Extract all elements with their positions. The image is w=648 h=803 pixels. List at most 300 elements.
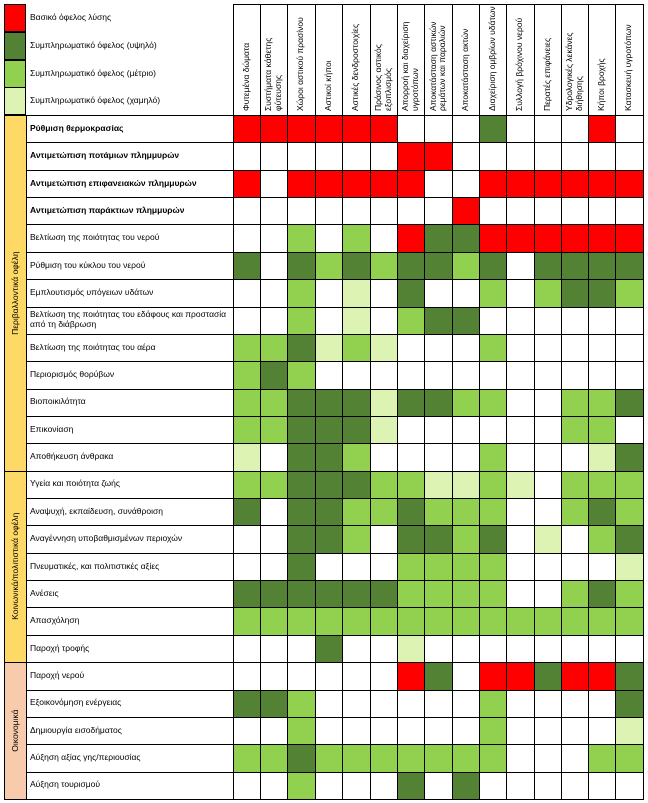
- benefit-cell: [452, 252, 479, 279]
- grid-hline: [26, 772, 644, 773]
- benefit-cell: [370, 580, 397, 607]
- benefit-cell: [615, 252, 643, 279]
- benefit-cell: [561, 580, 588, 607]
- grid-hline: [26, 307, 644, 308]
- benefit-cell: [588, 389, 615, 416]
- benefit-cell: [506, 662, 534, 689]
- row-label: [30, 525, 229, 552]
- grid-vline: [260, 4, 261, 799]
- benefit-cell: [479, 662, 506, 689]
- benefit-cell: [397, 772, 424, 799]
- row-label-text: Εξοικονόμηση ενέργειας: [30, 697, 122, 708]
- column-header-label: Αποκατάσταση ακτών: [459, 28, 470, 111]
- column-header-label: Αστικές δενδροστοιχίες: [350, 23, 361, 111]
- benefit-cell: [561, 252, 588, 279]
- benefit-cell: [370, 334, 397, 361]
- row-label: [30, 361, 229, 388]
- column-header: [260, 4, 287, 111]
- benefit-cell: [397, 471, 424, 498]
- benefit-cell: [452, 772, 479, 799]
- benefit-cell: [561, 416, 588, 443]
- grid-vline: [287, 4, 288, 799]
- benefit-cell: [287, 471, 315, 498]
- row-label-text: Παροχή τροφής: [30, 642, 90, 653]
- grid-hline: [4, 662, 26, 663]
- column-header: [615, 4, 643, 111]
- benefit-cell: [397, 635, 424, 662]
- grid-hline: [26, 279, 644, 280]
- benefit-cell: [424, 307, 452, 334]
- benefit-cell: [397, 744, 424, 771]
- benefit-cell: [452, 307, 479, 334]
- row-label-text: Δημιουργία εισοδήματος: [30, 724, 122, 735]
- benefit-cell: [615, 607, 643, 634]
- column-header-label: Περατές επιφάνειες: [541, 37, 552, 111]
- benefit-cell: [342, 170, 370, 197]
- benefit-cell: [479, 525, 506, 552]
- benefit-cell: [397, 170, 424, 197]
- benefit-cell: [342, 334, 370, 361]
- benefit-cell: [315, 580, 342, 607]
- benefit-cell: [452, 525, 479, 552]
- row-label: [30, 170, 229, 197]
- grid-vline: [342, 4, 343, 799]
- benefit-cell: [615, 553, 643, 580]
- grid-vline: [506, 4, 507, 799]
- column-header-label: Αστικοί κήποι: [322, 60, 333, 111]
- benefit-cell: [534, 170, 561, 197]
- benefit-cell: [315, 471, 342, 498]
- row-label-text: Βελτίωση της ποιότητας του νερού: [30, 232, 160, 243]
- benefit-cell: [588, 170, 615, 197]
- benefit-cell: [479, 471, 506, 498]
- row-label-text: Ρύθμιση θερμοκρασίας: [30, 122, 124, 133]
- grid-hline: [26, 142, 644, 143]
- benefit-cell: [287, 443, 315, 470]
- benefit-cell: [287, 389, 315, 416]
- benefit-cell: [588, 115, 615, 142]
- grid-hline: [26, 252, 644, 253]
- benefit-cell: [233, 389, 260, 416]
- grid-hline: [26, 471, 644, 472]
- benefit-cell: [588, 279, 615, 306]
- row-label-text: Επικονίαση: [30, 423, 74, 434]
- benefit-cell: [287, 307, 315, 334]
- benefit-cell: [452, 471, 479, 498]
- category-label: [4, 471, 26, 663]
- row-label: [30, 389, 229, 416]
- benefit-cell: [424, 525, 452, 552]
- benefit-cell: [397, 307, 424, 334]
- benefit-cell: [287, 607, 315, 634]
- benefit-cell: [424, 553, 452, 580]
- benefit-cell: [588, 580, 615, 607]
- benefit-cell: [260, 471, 287, 498]
- benefit-cell: [287, 361, 315, 388]
- row-label: [30, 197, 229, 224]
- benefit-cell: [534, 224, 561, 251]
- benefit-cell: [315, 334, 342, 361]
- benefit-cell: [534, 252, 561, 279]
- grid-hline: [4, 799, 26, 800]
- benefit-cell: [561, 662, 588, 689]
- grid-hline: [26, 525, 644, 526]
- benefit-cell: [561, 170, 588, 197]
- benefit-cell: [424, 498, 452, 525]
- row-label: [30, 635, 229, 662]
- benefit-cell: [342, 115, 370, 142]
- benefit-cell: [370, 744, 397, 771]
- legend-swatch: [4, 4, 26, 32]
- column-header-label: Κατασκευή υγροτόπων: [623, 24, 634, 111]
- benefit-cell: [615, 224, 643, 251]
- row-label-text: Εμπλουτισμός υπόγειων υδάτων: [30, 286, 154, 297]
- benefit-cell: [588, 662, 615, 689]
- benefit-cell: [479, 252, 506, 279]
- benefit-cell: [615, 279, 643, 306]
- grid-hline: [26, 115, 644, 116]
- row-label-text: Αναψυχή, εκπαίδευση, συνάθροιση: [30, 505, 163, 516]
- benefit-cell: [260, 334, 287, 361]
- column-header: [424, 4, 452, 111]
- column-header-label: Απορροή και διαχείριση υγροτόπων: [400, 21, 420, 111]
- benefit-cell: [506, 224, 534, 251]
- benefit-cell: [233, 498, 260, 525]
- benefit-cell: [260, 607, 287, 634]
- benefit-cell: [233, 607, 260, 634]
- benefit-cell: [424, 252, 452, 279]
- benefit-cell: [233, 690, 260, 717]
- benefit-cell: [479, 334, 506, 361]
- column-header: [452, 4, 479, 111]
- benefit-cell: [588, 416, 615, 443]
- grid-hline: [26, 635, 644, 636]
- benefit-cell: [534, 525, 561, 552]
- benefit-cell: [397, 252, 424, 279]
- grid-vline: [315, 4, 316, 799]
- row-label-text: Ανέσεις: [30, 587, 59, 598]
- row-label-text: Αντιμετώπιση παράκτιων πλημμυρών: [30, 204, 185, 215]
- benefit-cell: [370, 416, 397, 443]
- benefit-cell: [342, 525, 370, 552]
- grid-vline: [561, 4, 562, 799]
- category-label: [4, 662, 26, 799]
- row-label: [30, 416, 229, 443]
- benefit-cell: [342, 471, 370, 498]
- legend-label: Συμπληρωματικό όφελος (υψηλό): [30, 39, 157, 50]
- column-header-label: Συλλογή βρόχινου νερού: [514, 17, 525, 111]
- benefit-cell: [342, 416, 370, 443]
- grid-hline: [26, 717, 644, 718]
- benefit-cell: [506, 607, 534, 634]
- benefit-cell: [260, 361, 287, 388]
- grid-hline: [4, 471, 26, 472]
- column-header-label: Διαχείριση ομβρίων υδάτων: [486, 6, 497, 111]
- row-label-text: Βελτίωση της ποιότητας του εδάφους και προστασία από τη διάβρωση: [30, 309, 227, 330]
- benefit-cell: [342, 498, 370, 525]
- benefit-cell: [342, 389, 370, 416]
- row-label-text: Αύξηση τουρισμού: [30, 779, 101, 790]
- benefit-cell: [397, 224, 424, 251]
- row-label: [30, 252, 229, 279]
- benefit-cell: [424, 607, 452, 634]
- benefit-cell: [479, 717, 506, 744]
- grid-hline: [26, 443, 644, 444]
- grid-hline: [26, 389, 644, 390]
- column-header-label: Χώροι αστικού πρασίνου: [295, 17, 306, 111]
- benefit-cell: [397, 580, 424, 607]
- benefit-cell: [479, 443, 506, 470]
- row-label: [30, 690, 229, 717]
- grid-hline: [4, 115, 26, 116]
- benefit-cell: [479, 498, 506, 525]
- benefit-cell: [561, 607, 588, 634]
- benefit-cell: [315, 416, 342, 443]
- benefit-cell: [233, 361, 260, 388]
- benefit-cell: [342, 607, 370, 634]
- row-label: [30, 224, 229, 251]
- benefit-cell: [315, 170, 342, 197]
- benefit-cell: [615, 662, 643, 689]
- benefit-cell: [615, 498, 643, 525]
- benefit-cell: [615, 471, 643, 498]
- benefit-cell: [287, 744, 315, 771]
- benefit-cell: [287, 690, 315, 717]
- benefit-cell: [233, 252, 260, 279]
- row-label: [30, 717, 229, 744]
- grid-vline: [4, 115, 5, 799]
- grid-hline: [233, 4, 644, 5]
- benefit-cell: [233, 170, 260, 197]
- legend-label: Συμπληρωματικό όφελος (χαμηλό): [30, 95, 161, 106]
- benefit-cell: [615, 744, 643, 771]
- benefit-cell: [342, 307, 370, 334]
- benefit-cell: [452, 224, 479, 251]
- benefit-cell: [287, 252, 315, 279]
- grid-hline: [26, 662, 644, 663]
- benefit-cell: [287, 525, 315, 552]
- benefit-cell: [315, 252, 342, 279]
- row-label: [30, 498, 229, 525]
- column-header: [479, 4, 506, 111]
- benefit-cell: [233, 115, 260, 142]
- row-label: [30, 607, 229, 634]
- benefit-cell: [561, 389, 588, 416]
- benefit-cell: [370, 252, 397, 279]
- benefit-cell: [397, 525, 424, 552]
- category-label-text: Κοινωνικά/πολιτιστικά οφέλη: [10, 512, 20, 621]
- row-label-text: Υγεία και ποιότητα ζωής: [30, 478, 120, 489]
- legend-swatch: [4, 87, 26, 115]
- benefit-cell: [342, 224, 370, 251]
- column-header: [370, 4, 397, 111]
- column-header-label: Πράσινος αστικός εξοπλισμός: [373, 44, 393, 111]
- grid-hline: [26, 361, 644, 362]
- benefit-cell: [452, 197, 479, 224]
- row-label-text: Περιορισμός θορύβων: [30, 369, 115, 380]
- benefit-cell: [260, 690, 287, 717]
- column-header-label: Κήποι βροχής: [595, 58, 606, 111]
- benefit-cell: [315, 115, 342, 142]
- benefit-cell: [342, 580, 370, 607]
- benefit-cell: [397, 607, 424, 634]
- benefit-cell: [342, 744, 370, 771]
- grid-hline: [26, 744, 644, 745]
- grid-vline: [479, 4, 480, 799]
- row-label: [30, 580, 229, 607]
- benefit-cell: [287, 279, 315, 306]
- benefit-cell: [260, 115, 287, 142]
- row-label-text: Αύξηση αξίας γης/περιουσίας: [30, 752, 141, 763]
- benefit-cell: [588, 443, 615, 470]
- benefit-cell: [287, 772, 315, 799]
- benefit-cell: [588, 471, 615, 498]
- benefit-cell: [260, 580, 287, 607]
- benefit-cell: [315, 389, 342, 416]
- benefit-cell: [233, 443, 260, 470]
- benefit-cell: [506, 471, 534, 498]
- column-header: [342, 4, 370, 111]
- row-label: [30, 744, 229, 771]
- benefit-cell: [287, 553, 315, 580]
- legend-swatch: [4, 60, 26, 88]
- benefit-cell: [452, 744, 479, 771]
- benefit-cell: [315, 443, 342, 470]
- row-label: [30, 772, 229, 799]
- grid-hline: [26, 799, 644, 800]
- benefit-cell: [424, 744, 452, 771]
- row-label: [30, 662, 229, 689]
- benefit-cell: [397, 279, 424, 306]
- benefit-cell: [561, 279, 588, 306]
- row-label-text: Αντιμετώπιση ποτάμιων πλημμυρών: [30, 150, 180, 161]
- benefit-cell: [561, 498, 588, 525]
- benefit-cell: [260, 744, 287, 771]
- benefit-cell: [424, 142, 452, 169]
- benefit-cell: [397, 389, 424, 416]
- benefit-cell: [588, 224, 615, 251]
- column-header: [287, 4, 315, 111]
- grid-vline: [26, 115, 27, 799]
- row-label-text: Απασχόληση: [30, 615, 80, 626]
- grid-hline: [26, 416, 644, 417]
- benefit-cell: [424, 662, 452, 689]
- grid-hline: [26, 197, 644, 198]
- benefit-cell: [287, 717, 315, 744]
- row-label: [30, 142, 229, 169]
- legend-label: Βασικό όφελος λύσης: [30, 12, 112, 22]
- column-header-label: Συστήματα κάθετης φύτευσης: [263, 37, 283, 111]
- benefit-cell: [397, 498, 424, 525]
- row-label-text: Αποθήκευση άνθρακα: [30, 451, 114, 462]
- benefit-cell: [452, 553, 479, 580]
- benefit-cell: [342, 279, 370, 306]
- benefit-cell: [370, 389, 397, 416]
- grid-hline: [26, 224, 644, 225]
- benefit-cell: [561, 224, 588, 251]
- row-label: [30, 334, 229, 361]
- benefit-cell: [315, 607, 342, 634]
- row-label-text: Βελτίωση της ποιότητας του αέρα: [30, 341, 156, 352]
- benefit-cell: [424, 580, 452, 607]
- column-header-label: Αποκατάσταση αστικών ρεμάτων και παραλιών: [427, 21, 447, 111]
- grid-vline: [615, 4, 616, 799]
- benefit-cell: [233, 416, 260, 443]
- benefit-cell: [534, 662, 561, 689]
- benefit-cell: [370, 471, 397, 498]
- column-header: [233, 4, 260, 111]
- benefit-cell: [342, 252, 370, 279]
- benefit-cell: [315, 744, 342, 771]
- benefit-cell: [561, 471, 588, 498]
- grid-hline: [26, 170, 644, 171]
- row-label: [30, 307, 229, 334]
- benefit-cell: [452, 389, 479, 416]
- row-label: [30, 553, 229, 580]
- benefit-cell: [479, 224, 506, 251]
- benefit-cell: [287, 416, 315, 443]
- benefit-cell: [615, 389, 643, 416]
- grid-hline: [26, 580, 644, 581]
- row-label-text: Πνευματικές, και πολιτιστικές αξίες: [30, 560, 160, 571]
- benefit-cell: [233, 334, 260, 361]
- benefit-cell: [424, 471, 452, 498]
- grid-vline: [588, 4, 589, 799]
- benefit-cell: [370, 498, 397, 525]
- benefit-cell: [397, 553, 424, 580]
- grid-vline: [233, 4, 234, 799]
- grid-vline: [643, 4, 644, 799]
- benefit-cell: [534, 279, 561, 306]
- benefit-cell: [588, 498, 615, 525]
- benefit-cell: [615, 580, 643, 607]
- benefit-cell: [424, 224, 452, 251]
- row-label-text: Ρύθμιση του κύκλου του νερού: [30, 259, 146, 270]
- benefit-cell: [479, 744, 506, 771]
- benefit-cell: [479, 389, 506, 416]
- benefit-cell: [397, 142, 424, 169]
- grid-hline: [26, 607, 644, 608]
- benefit-cell: [424, 389, 452, 416]
- grid-vline: [397, 4, 398, 799]
- benefit-cell: [506, 170, 534, 197]
- legend-label: Συμπληρωματικό όφελος (μέτριο): [30, 67, 156, 78]
- category-label: [4, 115, 26, 471]
- benefit-cell: [534, 607, 561, 634]
- grid-hline: [26, 553, 644, 554]
- row-label: [30, 115, 229, 142]
- legend-swatch: [4, 32, 26, 60]
- row-label: [30, 471, 229, 498]
- benefit-cell: [479, 170, 506, 197]
- row-label: [30, 279, 229, 306]
- column-header: [588, 4, 615, 111]
- column-header: [506, 4, 534, 111]
- category-label-text: Περιβαλλοντικά οφέλη: [10, 251, 20, 335]
- row-label: [30, 443, 229, 470]
- benefit-cell: [260, 389, 287, 416]
- row-label-text: Παροχή νερού: [30, 669, 85, 680]
- benefit-cell: [287, 334, 315, 361]
- benefit-cell: [287, 224, 315, 251]
- benefit-cell: [615, 690, 643, 717]
- column-header: [534, 4, 561, 111]
- grid-hline: [26, 334, 644, 335]
- benefit-cell: [479, 690, 506, 717]
- grid-vline: [534, 4, 535, 799]
- benefit-cell: [233, 580, 260, 607]
- benefit-cell: [315, 635, 342, 662]
